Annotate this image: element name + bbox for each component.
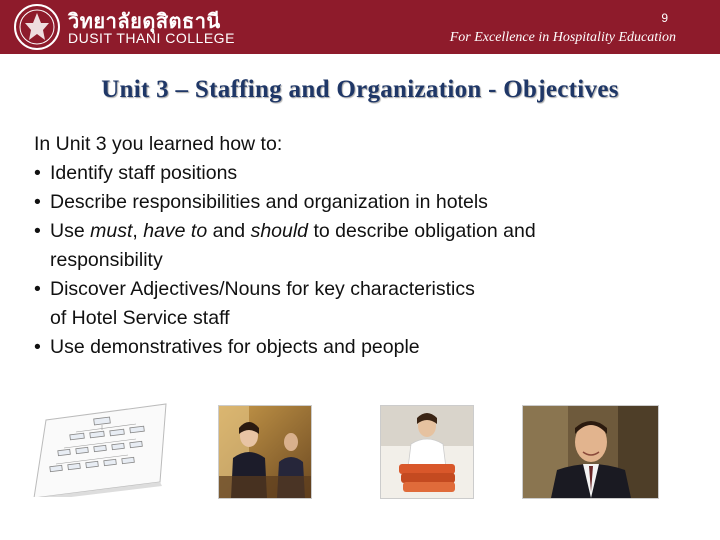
- intro-text: In Unit 3 you learned how to:: [34, 133, 283, 155]
- bullet-text: ,: [132, 220, 144, 242]
- bullet-text: and: [207, 220, 251, 242]
- bullet-item: [34, 188, 694, 217]
- bullet-text: Identify staff positions: [50, 162, 238, 184]
- bullet-dot: •: [34, 220, 41, 242]
- college-seal-icon: [13, 3, 61, 51]
- bullet-text: Use demonstratives for objects and people: [50, 336, 420, 358]
- bullet-text: Describe responsibilities and organization in hotels: [50, 191, 488, 213]
- bullet-continuation: responsibility: [50, 249, 163, 271]
- college-name-english: DUSIT THANI COLLEGE: [68, 30, 235, 46]
- org-chart-image: [28, 402, 168, 497]
- housekeeping-photo: [380, 405, 474, 499]
- receptionist-photo: [218, 405, 312, 499]
- bullet-text: to describe obligation and: [308, 220, 536, 242]
- bullet-text: Discover Adjectives/Nouns for key characteristics: [50, 278, 475, 300]
- slide-body: [34, 130, 694, 362]
- bullet-continuation: of Hotel Service staff: [50, 307, 230, 329]
- bullet-italic-have-to: have to: [143, 220, 208, 242]
- tagline: For Excellence in Hospitality Education: [449, 30, 676, 45]
- college-name-thai: วิทยาลัยดุสิตธานี: [68, 9, 221, 33]
- slide-title: Unit 3 – Staffing and Organization - Objectives: [101, 76, 619, 103]
- bullet-item: [34, 275, 694, 304]
- bullet-dot: •: [34, 336, 41, 358]
- bullet-text: Use: [50, 220, 91, 242]
- bullet-italic-must: must: [90, 220, 133, 242]
- bullet-italic-should: should: [250, 220, 309, 242]
- bullet-item: [34, 217, 694, 246]
- bullet-dot: •: [34, 191, 41, 213]
- bullet-item: [34, 159, 694, 188]
- header-bar: [0, 0, 720, 54]
- bullet-dot: •: [34, 278, 41, 300]
- bullet-dot: •: [34, 162, 41, 184]
- bullet-item: [34, 333, 694, 362]
- page-number: 9: [661, 11, 668, 25]
- staff-portrait-photo: [522, 405, 659, 499]
